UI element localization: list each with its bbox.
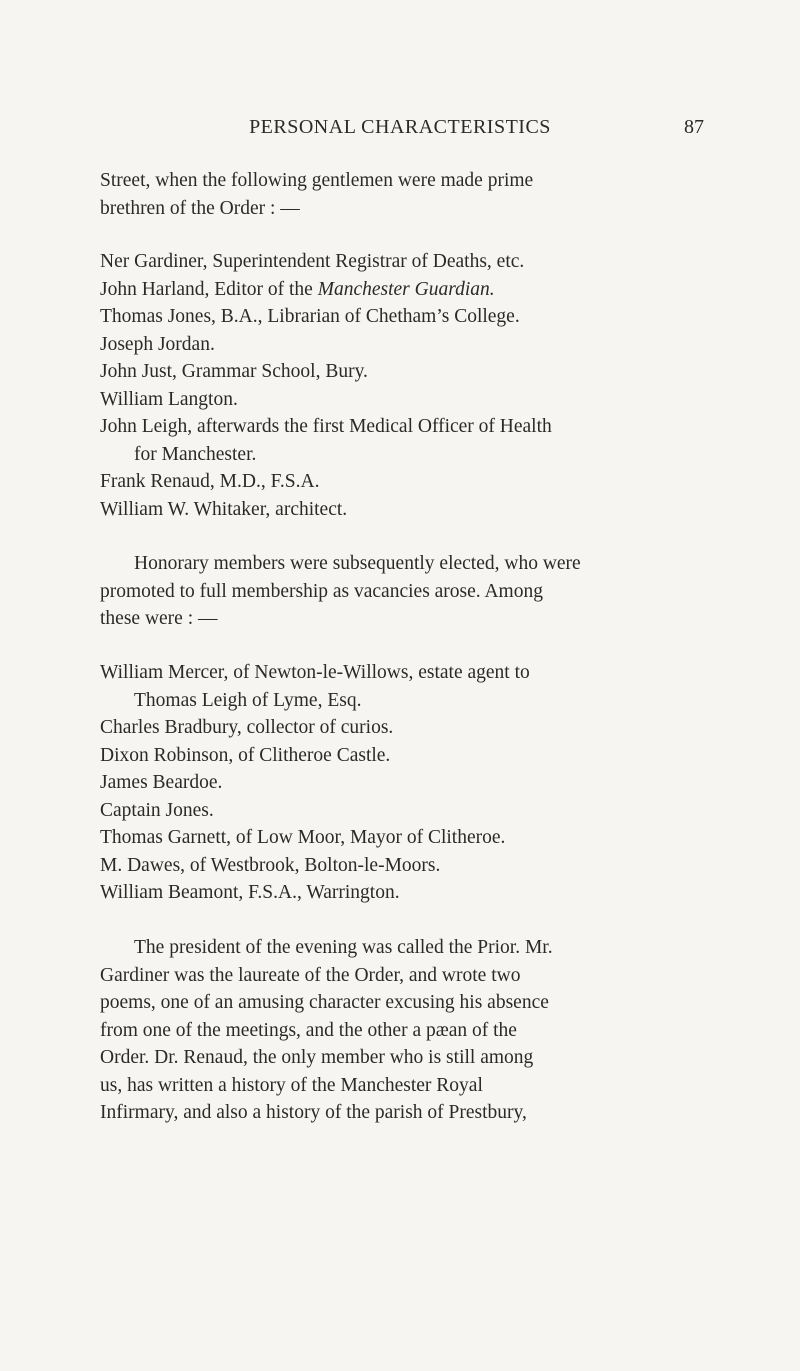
text-line: promoted to full membership as vacancies arose. Among [100, 580, 543, 602]
prime-brethren-list [100, 248, 712, 523]
list-item-text: John Harland, Editor of the [100, 278, 318, 300]
list-item: John Leigh, afterwards the first Medical Officer of Health [100, 416, 552, 437]
list-item: Frank Renaud, M.D., F.S.A. [100, 471, 320, 492]
list-item: Thomas Jones, B.A., Librarian of Chetham’s College. [100, 306, 520, 327]
list-item: William Beamont, F.S.A., Warrington. [100, 882, 400, 903]
list-item: Dixon Robinson, of Clitheroe Castle. [100, 744, 391, 766]
text-line: Street, when the following gentlemen were made prime [100, 170, 534, 191]
list-item: William Langton. [100, 388, 238, 410]
page-number: 87 [684, 116, 704, 138]
text-line: Infirmary, and also a history of the parish of Prestbury, [100, 1102, 527, 1123]
text-line: poems, one of an amusing character excusing his absence [100, 992, 549, 1013]
list-item-continuation: Thomas Leigh of Lyme, Esq. [134, 689, 362, 711]
running-title: PERSONAL CHARACTERISTICS [249, 116, 551, 138]
list-item: James Beardoe. [100, 772, 223, 793]
honorary-members-list [100, 659, 712, 907]
text-line: these were : — [100, 608, 218, 629]
closing-paragraph [100, 934, 712, 1127]
list-item: Captain Jones. [100, 799, 214, 821]
text-line: Order. Dr. Renaud, the only member who is still among [100, 1047, 534, 1068]
honorary-paragraph [100, 550, 712, 633]
list-item: Charles Bradbury, collector of curios. [100, 717, 394, 738]
text-line: us, has written a history of the Manchester Royal [100, 1074, 483, 1096]
text-line: Gardiner was the laureate of the Order, and wrote two [100, 964, 521, 986]
intro-paragraph [100, 167, 712, 222]
list-item: John Just, Grammar School, Bury. [100, 361, 368, 382]
text-line: The president of the evening was called the Prior. Mr. [134, 937, 553, 958]
text-line: from one of the meetings, and the other a pæan of the [100, 1019, 517, 1041]
list-item-continuation: for Manchester. [134, 443, 257, 465]
newspaper-title: Manchester Guardian. [317, 278, 495, 300]
list-item: William W. Whitaker, architect. [100, 498, 348, 520]
text-line: Honorary members were subsequently elected, who were [134, 553, 581, 574]
running-head [0, 116, 800, 140]
list-item [100, 276, 712, 304]
list-item: Ner Gardiner, Superintendent Registrar of Deaths, etc. [100, 251, 525, 272]
text-line: brethren of the Order : — [100, 197, 300, 219]
list-item: Joseph Jordan. [100, 333, 215, 355]
list-item: M. Dawes, of Westbrook, Bolton-le-Moors. [100, 854, 441, 876]
list-item: William Mercer, of Newton-le-Willows, estate agent to [100, 662, 530, 683]
list-item: Thomas Garnett, of Low Moor, Mayor of Clitheroe. [100, 827, 506, 848]
